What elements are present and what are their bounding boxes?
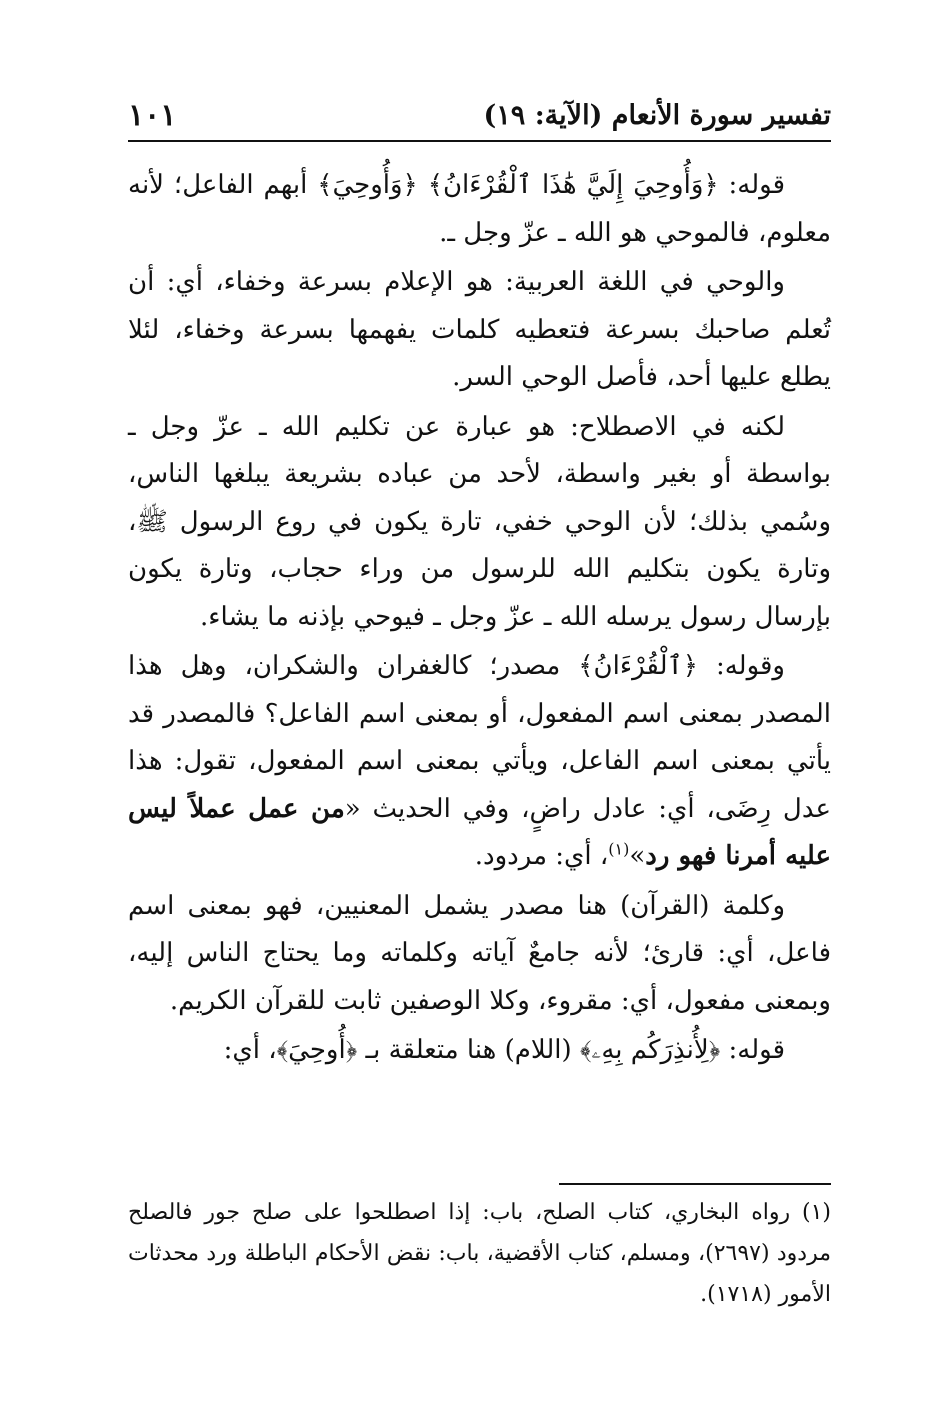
paragraph-1 (128, 162, 831, 257)
header-divider (128, 140, 831, 142)
quran-quote: ﴿وَأُوحِيَ إِلَيَّ هَٰذَا ٱلْقُرْءَانُ﴾ (427, 170, 719, 200)
footnote-text: (١) رواه البخاري، كتاب الصلح، باب: إذا اصطلحوا على صلح جور فالصلح مردود (٢٦٩٧)، ومسلم، كتاب الأقضية، باب: نقض الأحكام الباطلة ورد محدثات الأمور (١٧١٨). (128, 1200, 831, 1307)
text-run: وقوله: (697, 651, 785, 681)
text-run: (اللام) هنا متعلقة بـ (357, 1035, 580, 1065)
paragraph-6 (128, 1027, 831, 1075)
page-number: ١٠١ (128, 97, 177, 133)
page-header (128, 92, 831, 138)
paragraph-2: والوحي في اللغة العربية: هو الإعلام بسرعة وخفاء، أي: أن تُعلم صاحبك بسرعة فتعطيه كلمات يفهمها بسرعة وخفاء، لئلا يطلع عليها أحد، فأصل الوحي السر. (128, 267, 831, 392)
text-run: ، أي: مردود. (474, 841, 609, 871)
quran-quote: ﴿ٱلْقُرْءَانُ﴾ (578, 651, 698, 681)
paragraph-3: لكنه في الاصطلاح: هو عبارة عن تكليم الله ـ عزّ وجل ـ بواسطة أو بغير واسطة، لأحد من عباده بشريعة يبلغها الناس، وسُمي بذلك؛ لأن الوحي خفي، تارة يكون في روع الرسول ﷺ، وتارة يكون بتكليم الله للرسول من وراء حجاب، وتارة يكون بإرسال رسول يرسله الله ـ عزّ وجل ـ فيوحي بإذنه ما يشاء. (128, 411, 831, 632)
text-run (418, 170, 428, 200)
text-run: مصدر؛ كالغفران والشكران، وهل هذا المصدر بمعنى اسم المفعول، أو بمعنى اسم الفاعل؟ فالمصدر قد يأتي بمعنى اسم الفاعل، ويأتي بمعنى اسم المفعول، تقول: هذا عدل رِضَى، أي: عادل راضٍ، وفي الحديث « (128, 651, 831, 824)
text-run: ، أي: (223, 1035, 277, 1065)
hadith-quote: من عمل عملاً ليس عليه أمرنا فهو رد (128, 793, 831, 871)
footnote-marker[interactable]: (١) (608, 839, 630, 859)
footnote (128, 1192, 831, 1315)
quran-quote: ﴿لِأُنذِرَكُم بِهِۦ﴾ (579, 1035, 721, 1065)
running-title: تفسير سورة الأنعام (الآية: ١٩) (483, 99, 831, 131)
quran-quote: ﴿وَأُوحِيَ﴾ (317, 170, 418, 200)
text-run: » (629, 841, 646, 871)
footnote-divider (559, 1183, 831, 1185)
text-run: قوله: (720, 1035, 785, 1065)
text-run: قوله: (718, 170, 786, 200)
quran-quote: ﴿أُوحِيَ﴾ (276, 1035, 358, 1065)
text-run: أبهم الفاعل؛ لأنه معلوم، فالموحي هو الله ـ عزّ وجل ـ. (128, 170, 831, 248)
paragraph-4 (128, 643, 831, 881)
main-text (128, 162, 831, 1077)
paragraph-5: وكلمة (القرآن) هنا مصدر يشمل المعنيين، فهو بمعنى اسم فاعل، أي: قارئ؛ لأنه جامعٌ آياته وكلماته وما يحتاج الناس إليه، وبمعنى مفعول، أي: مقروء، وكلا الوصفين ثابت للقرآن الكريم. (128, 890, 831, 1016)
